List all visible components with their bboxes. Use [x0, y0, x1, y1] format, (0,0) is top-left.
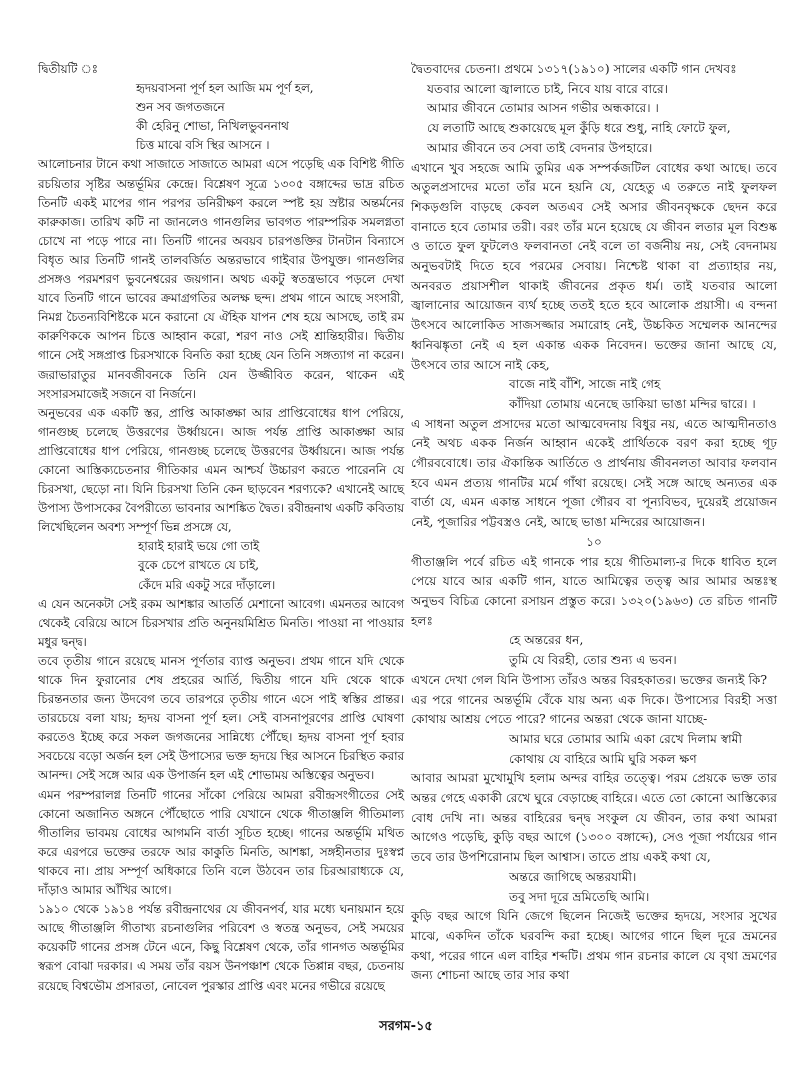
- body-paragraph: এখানে খুব সহজে আমি তুমির এক সম্পর্কজটিল বোধের কথা আছে। তবে অতুলপ্রসাদের মতো তাঁর মনে হয়নি যে, যেহেতু এ তরুতে নাই ফুলফল শিকড়গুলি বাড়ছে কেবল অতএব সেই অসার জীবনবৃক্ষকে ছেদন করে বানাতে হবে তোমার তরী। বরং তাঁর মনে হয়েছে যে জীবন লতার মূল বিশুষ্ক ও তাতে ফুল ফুটলেও ফলবানতা নেই বলে তা বর্জনীয় নয়, সেই বেদনাময় অনুভবটাই দিতে হবে পরমের সেবায়। নিশ্চেষ্ট থাকা বা প্রত্যাহার নয়, অনবরত প্রয়াসশীল থাকাই জীবনের প্রকৃত ধর্ম। তাই যতবার আলো জ্বালানোর আয়োজন ব্যর্থ হচ্ছে ততই হতে হবে আলোক প্রয়াসী। এ বন্দনা উৎসবে আলোকিত সাজসজ্জার সমারোহ নেই, উচ্চকিত সম্মেলক আনন্দের ধ্বনিঝঙ্কৃতা নেই এ হল একান্ত একক নিবেদন। ভক্তের জানা আছে যে, উৎসবে তার আসে নাই কেহ,: [411, 160, 777, 372]
- poem-quote: আমার ঘরে তোমার আমি একা রেখে দিলাম স্বামী কোথায় যে বাহিরে আমি ঘুরি সকল ক্ষণ: [509, 731, 742, 766]
- poem-quote: যতবার আলো জ্বালাতে চাই, নিবে যায় বারে বারে। আমার জীবনে তোমার আসন গভীর অন্ধকারে। । যে লতাটি আছে শুকায়েছে মূল কুঁড়ি ধরে শুধু, নাহি ফোটে ফুল, আমার জীবনে তব সেবা তাই বেদনার উপহারে।: [427, 81, 731, 155]
- poem-quote: হারাই হারাই ভয়ে গো তাই বুকে চেপে রাখতে যে চাই, কেঁদে মরি একটু সরে দাঁড়ালে।: [138, 539, 276, 592]
- body-paragraph: এ যেন অনেকটা সেই রকম আশঙ্কার আতর্তি মেশানো আবেগ। এমনতর আবেগ থেকেই বেরিয়ে আসে চিরসখার প্রতি অনুনয়মিশ্রিত মিনতি। পাওয়া না পাওয়ার মধুর দ্বন্দ্ব।: [38, 596, 404, 649]
- poem-quote: বাজে নাই বাঁশি, সাজে নাই গেহ কাঁদিয়া তোমায় এনেছে ডাকিয়া ভাঙা মন্দির দ্বারে। ।: [509, 377, 756, 411]
- poem-quote: অন্তরে জাগিছে অন্তরযামী। তবু সদা দূরে ভ্রমিতেছি আমি।: [509, 869, 650, 904]
- poem-quote: হৃদয়বাসনা পূর্ণ হল আজি মম পূর্ণ হল, শুন সব জগতজনে কী হেরিনু শোভা, নিখিলভুবননাথ চিত্ত মাঝে বসি স্থির আসনে ।: [136, 81, 314, 153]
- body-paragraph: এমন পরম্পরালগ্ন তিনটি গানের সাঁকো পেরিয়ে আমরা রবীন্দ্রসংগীতের সেই কোনো অজানিত অঙ্গনে পৌঁছোতে পারি যেখানে থেকে গীতাঞ্জলি গীতিমাল্য গীতালির ভাবময় বোধের আগমনি বার্তা সূচিত হচ্ছে। গানের অন্তর্ভূমি মথিত করে এরপরে ভক্তের তরফে আর কাকুতি মিনতি, আশঙ্কা, সঙ্গহীনতার দুঃস্বপ্ন থাকবে না। প্রায় সম্পূর্ণ অধিকারে তিনি বলে উঠবেন তার চিরআরাধ্যকে যে, দাঁড়াও আমার আঁখির আগে।: [38, 787, 404, 898]
- body-paragraph: কুড়ি বছর আগে যিনি জেগে ছিলেন নিজেই ভক্তের হৃদয়ে, সংসার সুখের মাঝে, একদিন তাঁকে ঘরবন্দি করা হচ্ছে। আগের গানে ছিল দূরে ভ্রমনের কথা, পরের গানে এল বাহির শব্দটি। প্রথম গান রচনার কালে যে বৃথা ভ্রমণের জন্য শোচনা আছে তার সার কথা: [411, 909, 777, 983]
- body-paragraph: গীতাঞ্জলি পর্বে রচিত এই গানকে পার হয়ে গীতিমাল্য-র দিকে ধাবিত হলে পেয়ে যাবে আর একটি গান, যাতে আমিত্বের তত্ত্ব আর আমার অন্তঃস্থ অনুভব বিচিত্র কোনো রসায়ন প্রস্তুত করে। ১৩২০(১৯৬৩) তে রচিত গানটি হলঃ: [411, 554, 777, 628]
- body-paragraph: দ্বৈতবাদের চেতনা। প্রথমে ১৩১৭(১৯১০) সালের একটি গান দেখবঃ: [411, 62, 737, 76]
- section-number: ১০: [586, 534, 602, 549]
- right-column: [411, 60, 777, 986]
- body-paragraph: এর পরে গানের অন্তর্ভূমি বেঁকে যায় অন্য এক দিকে। উপাস্যের বিরহী সত্তা কোথায় আশ্রয় পেতে পারে? গানের অন্তরা থেকে জানা যাচ্ছে-: [411, 692, 777, 727]
- left-column: [38, 60, 404, 996]
- body-paragraph: অনুভবের এক একটি স্তর, প্রাপ্তি আকাঙ্ক্ষা আর প্রাপ্তিবোধের ধাপ পেরিয়ে, গানগুচ্ছ চলেছে উত্তরণের উর্ধ্বায়নে। আজ পর্যন্ত প্রাপ্তি আকাঙ্ক্ষা আর প্রাপ্তিবোধের ধাপ পেরিয়ে, গানগুচ্ছ চলেছে উত্তরণের উর্ধ্বায়নে। আজ পর্যন্ত কোনো আস্তিক্যচেতনার গীতিকার এমন আশ্চর্য উচ্চারণ করতে পারেননি যে চিরসখা, ছেড়ো না। যিনি চিরসখা তিনি কেন ছাড়বেন শরণ্যকে? এখানেই আছে উপাস্য উপাসকের বৈপরীত্যে ভাবনার আশঙ্কিত দ্বৈত। রবীন্দ্রনাথ একটি কবিতায় লিখেছিলেন অবশ্য সম্পূর্ণ ভিন্ন প্রসঙ্গে যে,: [38, 405, 404, 535]
- body-paragraph: ১৯১০ থেকে ১৯১৪ পর্যন্ত রবীন্দ্রনাথের যে জীবনপর্ব, যার মধ্যে ঘনায়মান হয়ে আছে গীতাঞ্জলি গীতাখ্য রচনাগুলির পরিবেশ ও স্বতন্ত্র অনুভব, সেই সময়ের কয়েকটি গানের প্রসঙ্গ টেনে এনে, কিছু বিশ্লেষণ থেকে, তাঁর গানগত অন্তর্ভূমির স্বরূপ বোঝা দরকার। এ সময় তাঁর বয়স উনপঞ্চাশ থেকে তিপ্পান্ন বছর, চেতনায় রয়েছে বিশ্বভৌম প্রসারতা, নোবেল পুরস্কার প্রাপ্তি এবং মনের গভীরে রয়েছে: [38, 902, 404, 993]
- body-paragraph: আলোচনার টানে কথা সাজাতে সাজাতে আমরা এসে পড়েছি এক বিশিষ্ট গীতি রচয়িতার সৃষ্টির অন্তর্ভূমির কেন্দ্রে। বিশ্লেষণ সূত্রে ১৩০৫ বঙ্গাব্দের ভাদ্র রচিত তিনটি একই মাপের গান পরপর ডনিরীক্ষণ করলে স্পষ্ট হয় স্রষ্টার অন্তর্মনের কারুকাজ। তারিখ কটি না জানলেও গানগুলির ভাবগত পারম্পরিক সমলগ্নতা চোখে না পড়ে পারে না। তিনটি গানের অবয়ব চারপঙক্তির টানটান বিন্যাসে বিধৃত আর তিনটি গানই তালবর্জিত অন্তরভাবে গাইবার উপযুক্ত। গানগুলির প্রসঙ্গও পরমশরণ ভুবনেশ্বরের জয়গান। অথচ একটু স্বতন্ত্রভাবে পড়লে দেখা যাবে তিনটি গানে ভাবের ক্রমাগ্রগতির অলক্ষ ছন্দ। প্রথম গানে আছে সংসারী, নিমগ্ন চৈতন্যবিশিষ্টকে মনে করানো যে ঐহিক যাপন শেষ হয়ে আসছে, তাই রম কারুণিককে আপন চিত্তে আহ্বান করো, শরণ নাও সেই শ্রান্তিহারীর। দ্বিতীয় গানে সেই সঙ্গপ্রাপ্ত চিরসখাকে বিনতি করা হচ্ছে যেন তিনি সঙ্গত্যাগ না করেন। জরাভারাতুর মানবজীবনকে তিনি যেন উজ্জীবিত করেন, থাকেন এই সংসারসমাজেই সজনে বা নির্জনে।: [38, 157, 404, 401]
- section-heading: দ্বিতীয়টি ঃ: [38, 62, 98, 76]
- body-paragraph: এ সাধনা অতুল প্রসাদের মতো আত্মবেদনায় বিধুর নয়, এতে আত্মদীনতাও নেই অথচ একক নির্জন আহ্বান একেই প্রার্থিতকে বরণ করা হচ্ছে গূঢ় গৌরববোধে। তার ঐকান্তিক আর্তিতে ও প্রার্থনায় জীবনলতা আবার ফলবান হবে এমন প্রত্যয় গানটির মর্মে গাঁথা রয়েছে। সেই সঙ্গে আছে অন্যতর এক বার্তা যে, এমন একান্ত সাধনে পূজা গৌরব বা পূন্যবিভব, দুয়েরই প্রয়োজন নেই, পূজারির পট্টবস্ত্রও নেই, আছে ভাঙা মন্দিরের আয়োজন।: [411, 416, 777, 530]
- body-paragraph: আবার আমরা মুখোমুখি হলাম অন্দর বাহির তত্ত্বে। পরম প্রেয়কে ভক্ত তার অন্তর গেহে একাকী রেখে ঘুরে বেড়াচ্ছে বাহিরে। এতে তো কোনো আস্তিক্যের বোধ দেখি না। অন্তর বাহিরের দ্বন্দ্ব সংকুল যে জীবন, তার কথা আমরা আগেও পড়েছি, কুড়ি বছর আগে (১৩০০ বঙ্গাব্দে), সেও পূজা পর্যায়ের গান তবে তার উপশিরোনাম ছিল আশ্বাস। তাতে প্রায় একই কথা যে,: [411, 771, 777, 865]
- body-paragraph: তবে তৃতীয় গানে রয়েছে মানস পূর্ণতার ব্যাপ্ত অনুভব। প্রথম গানে যদি থেকে থাকে দিন ফুরানোর শেষ প্রহরের আর্তি, দ্বিতীয় গানে যদি থেকে থাকে চিরন্তনতার জন্য উদবেগ তবে তারপরে তৃতীয় গানে এসে পাই স্বস্তির প্রান্তর। তারচেয়ে বলা যায়; হৃদয় বাসনা পূর্ণ হল। সেই বাসনাপূরণের প্রাপ্তি ঘোষণা করতেও ইচ্ছে করে সকল জগজনের সান্নিধ্যে পৌঁছে। হৃদয় বাসনা পূর্ণ হবার সবচেয়ে বড়ো অর্জন হল সেই উপাস্যের ভক্ত হৃদয়ে স্থির আসনে চিরস্থিত করার আনন্দ। সেই সঙ্গে আর এক উপার্জন হল এই শোভাময় অস্তিত্বের অনুভব।: [38, 653, 404, 783]
- body-paragraph: এখনে দেখা গেল যিনি উপাস্য তাঁরও অন্তর বিরহকাতর। ভক্তের জন্যই কি?: [411, 672, 768, 687]
- poem-quote: হে অন্তরের ধন, তুমি যে বিরহী, তোর শুন্য এ ভবন।: [509, 633, 677, 668]
- page-footer: সরগম-১৫: [379, 1019, 433, 1034]
